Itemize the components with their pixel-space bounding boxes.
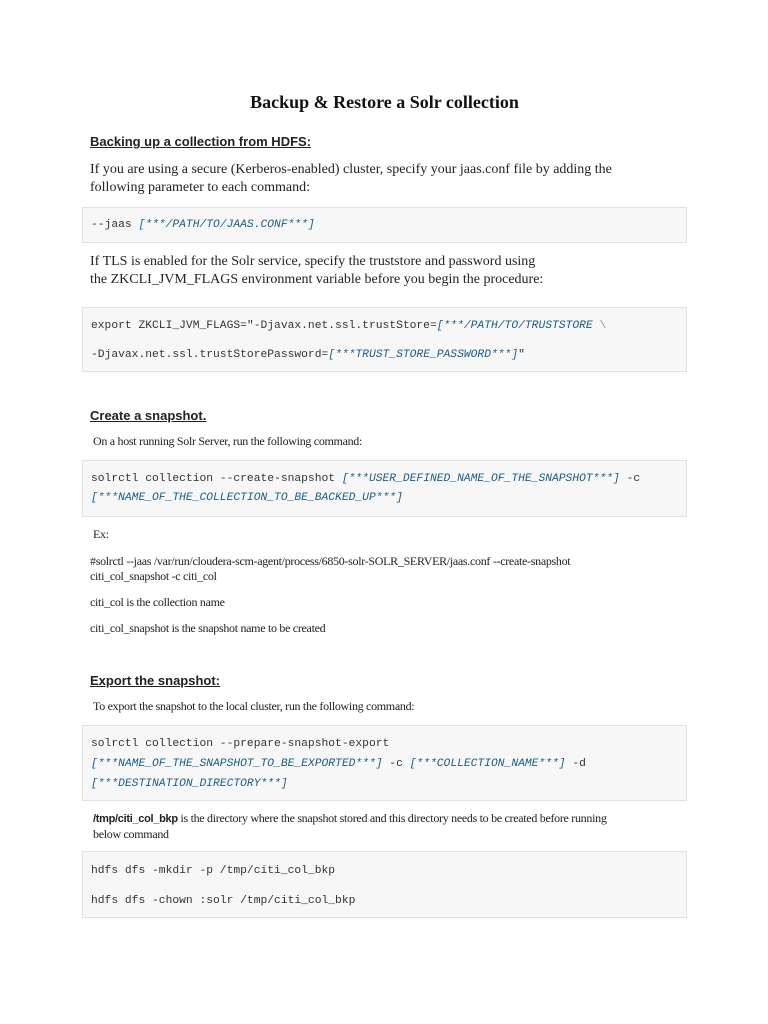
page-title: Backup & Restore a Solr collection: [250, 92, 519, 112]
code-placeholder: [***/PATH/TO/TRUSTSTORE: [436, 320, 593, 332]
directory-note: [93, 811, 683, 842]
code-block-truststore: [82, 307, 687, 372]
code-placeholder: [***NAME_OF_THE_SNAPSHOT_TO_BE_EXPORTED***]: [91, 758, 383, 770]
example-line2: citi_col_snapshot -c citi_col: [90, 569, 217, 583]
code-text: -c: [382, 758, 410, 770]
directory-note-text: is the directory where the snapshot stored and this directory needs to be created before running: [177, 811, 607, 825]
example-command: [90, 554, 680, 584]
code-text: solrctl collection --prepare-snapshot-export: [91, 738, 390, 750]
directory-note-line2: below command: [93, 827, 169, 841]
code-line: [91, 473, 640, 485]
example-label: Ex:: [93, 527, 109, 541]
section-heading-snapshot: Create a snapshot.: [90, 408, 207, 423]
code-text: --jaas: [91, 219, 139, 231]
code-line: [91, 738, 389, 750]
code-placeholder: [***/PATH/TO/JAAS.CONF***]: [138, 219, 315, 231]
paragraph-tls-line2: the ZKCLI_JVM_FLAGS environment variable before you begin the procedure:: [90, 272, 544, 287]
code-text: hdfs dfs -mkdir -p /tmp/citi_col_bkp: [91, 865, 336, 877]
code-line: [91, 865, 335, 877]
note-collection-name: citi_col is the collection name: [90, 595, 225, 609]
code-text: export ZKCLI_JVM_FLAGS="-Djavax.net.ssl.trustStore=: [91, 320, 437, 332]
paragraph-jaas-line1: If you are using a secure (Kerberos-enabled) cluster, specify your jaas.conf file by adding the: [90, 162, 612, 177]
paragraph-tls-line1: If TLS is enabled for the Solr service, specify the truststore and password using: [90, 254, 536, 269]
code-block-create-snapshot: [82, 460, 687, 517]
code-placeholder: [***DESTINATION_DIRECTORY***]: [91, 778, 288, 790]
export-intro: To export the snapshot to the local cluster, run the following command:: [93, 699, 415, 713]
section-heading-backup: Backing up a collection from HDFS:: [90, 134, 312, 149]
code-text: -d: [565, 758, 586, 770]
code-line: [91, 219, 315, 231]
directory-path: /tmp/citi_col_bkp: [93, 813, 178, 825]
code-text: -Djavax.net.ssl.trustStorePassword=: [91, 349, 329, 361]
paragraph-jaas-line2: following parameter to each command:: [90, 180, 311, 195]
code-block-hdfs: [82, 851, 687, 918]
note-snapshot-name: citi_col_snapshot is the snapshot name to be created: [90, 621, 326, 635]
code-text: solrctl collection --create-snapshot: [91, 473, 342, 485]
code-placeholder: [***TRUST_STORE_PASSWORD***]: [328, 349, 519, 361]
code-placeholder: [***USER_DEFINED_NAME_OF_THE_SNAPSHOT***]: [341, 473, 620, 485]
code-line: [91, 778, 288, 790]
code-line: [91, 758, 586, 770]
directory-note-line1: [93, 811, 683, 827]
code-text: ": [518, 349, 525, 361]
code-line: [91, 349, 525, 361]
section-heading-export: Export the snapshot:: [90, 673, 221, 688]
code-line: [91, 895, 355, 907]
code-line: [91, 492, 403, 504]
paragraph-jaas: [90, 161, 680, 197]
code-placeholder: [***NAME_OF_THE_COLLECTION_TO_BE_BACKED_UP***]: [91, 492, 403, 504]
code-block-jaas: [82, 207, 687, 243]
code-text: -c: [619, 473, 641, 485]
code-line: [91, 320, 606, 332]
example-line1: #solrctl --jaas /var/run/cloudera-scm-agent/process/6850-solr-SOLR_SERVER/jaas.conf --create-snapshot: [90, 554, 571, 568]
paragraph-tls: [90, 253, 680, 289]
snapshot-intro: On a host running Solr Server, run the following command:: [93, 434, 363, 448]
code-text: hdfs dfs -chown :solr /tmp/citi_col_bkp: [91, 895, 356, 907]
code-block-export-snapshot: [82, 725, 687, 801]
code-placeholder: [***COLLECTION_NAME***]: [409, 758, 566, 770]
code-continuation: \: [592, 320, 607, 332]
